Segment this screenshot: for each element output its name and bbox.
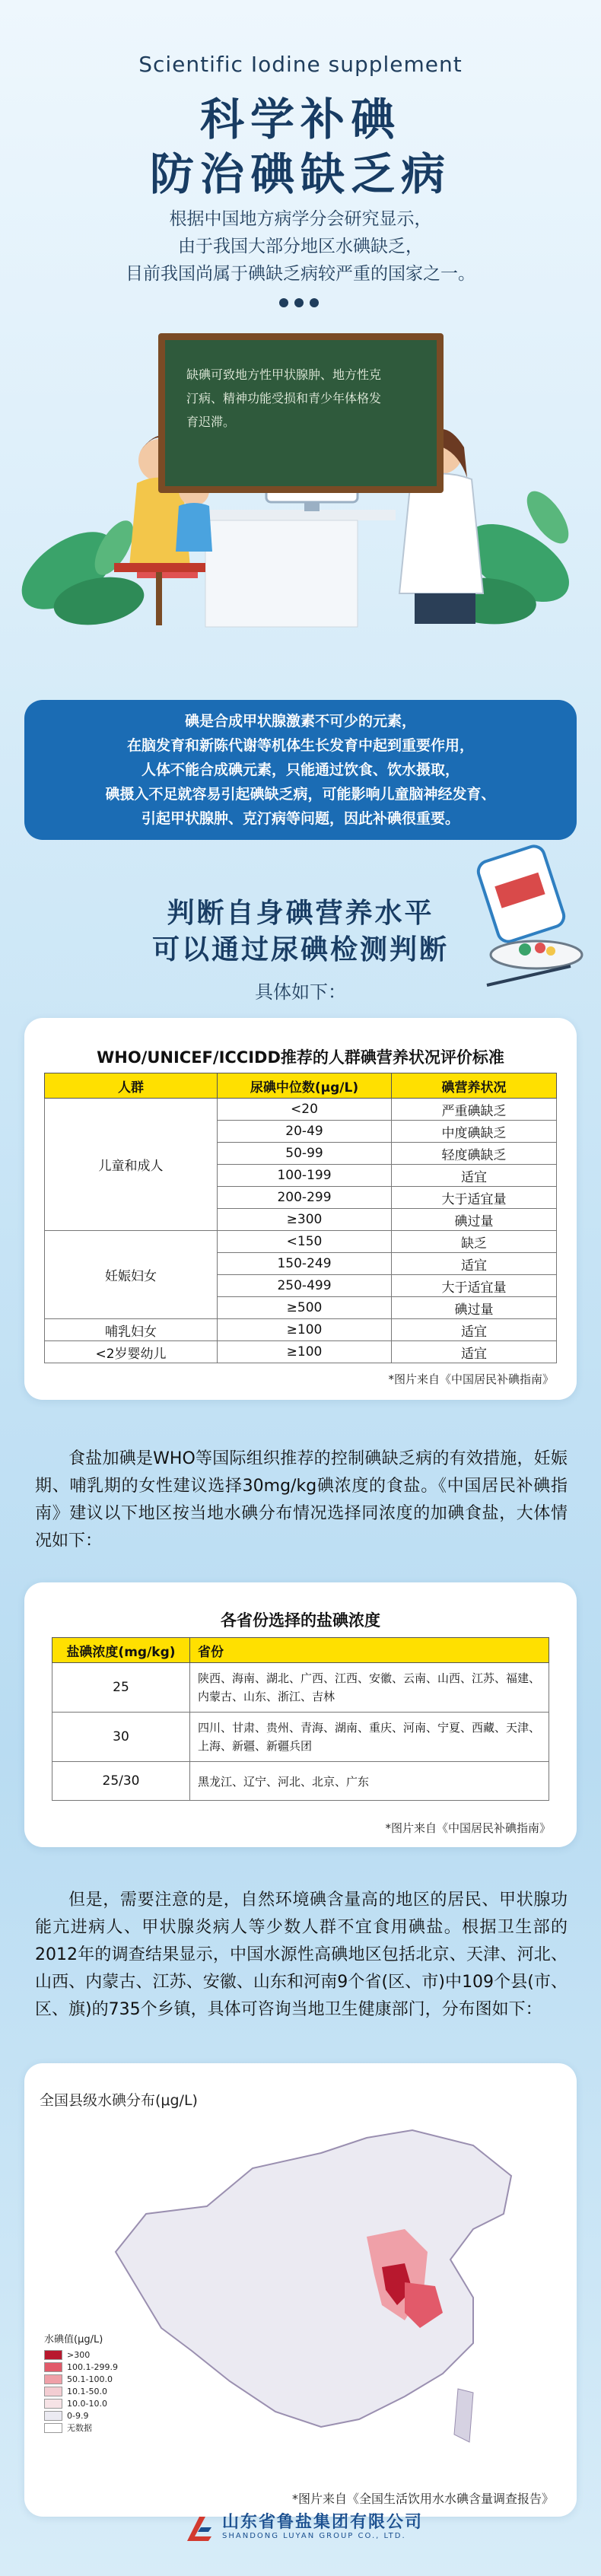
dot-icon — [279, 298, 288, 307]
intro-line-1: 根据中国地方病学分会研究显示， — [169, 209, 432, 229]
legend-item — [44, 2422, 143, 2434]
legend-swatch — [44, 2411, 62, 2421]
table-row — [45, 1099, 557, 1121]
legend-title: 水碘值(μg/L) — [44, 2334, 103, 2345]
table2-header: 盐碘浓度(mg/kg) — [52, 1638, 190, 1663]
legend-item — [44, 2409, 143, 2422]
table-cell: 50-99 — [218, 1143, 392, 1165]
high-iodine-paragraph: 但是，需要注意的是，自然环境碘含量高的地区的居民、甲状腺功能亢进病人、甲状腺炎病人等少数人群不宜食用碘盐。根据卫生部的2012年的调查结果显示，中国水源性高碘地区包括北京、天津、河北、山西、内蒙古、江苏、安徽、山东和河南9个省(区、市)中109个县(市、区、旗)的735个乡镇，具体可咨询当地卫生健康部门，分布图如下： — [35, 1891, 568, 2019]
table-cell: 25 — [52, 1663, 190, 1713]
legend-item — [44, 2397, 143, 2409]
table-cell: ≥100 — [218, 1341, 392, 1363]
company-logo-icon — [183, 2512, 216, 2546]
leaves-left — [15, 514, 148, 631]
salt-paragraph: 食盐加碘是WHO等国际组织推荐的控制碘缺乏病的有效措施，妊娠期、哺乳期的女性建议选择30mg/kg碘浓度的食盐。《中国居民补碘指南》建议以下地区按当地水碘分布情况选择同浓度的加碘食盐，大体情况如下： — [35, 1449, 568, 1550]
map-outline — [116, 2130, 511, 2427]
table-cell: ≥500 — [218, 1297, 392, 1319]
intro-line-2: 由于我国大部分地区水碘缺乏， — [178, 237, 423, 256]
group-cell: 妊娠妇女 — [45, 1231, 218, 1319]
south-sea-inset — [454, 2389, 473, 2442]
table-row — [52, 1713, 549, 1762]
table-cell: <20 — [218, 1099, 392, 1121]
company-name-cn: 山东省鲁盐集团有限公司 — [222, 2513, 424, 2532]
info-line-3: 人体不能合成碘元素，只能通过饮食、饮水摄取， — [141, 762, 459, 778]
chalkboard-line-2: 汀病、精神功能受损和青少年体格发 — [186, 391, 382, 405]
info-line-2: 在脑发育和新陈代谢等机体生长发育中起到重要作用， — [126, 737, 474, 754]
dot-icon — [294, 298, 304, 307]
group-cell: 哺乳妇女 — [45, 1319, 218, 1341]
table-cell: 150-249 — [218, 1253, 392, 1275]
table2-header: 省份 — [190, 1638, 549, 1663]
table-cell: 严重碘缺乏 — [392, 1099, 557, 1121]
table-cell: 大于适宜量 — [392, 1187, 557, 1209]
desk-body — [205, 520, 358, 627]
chair — [114, 563, 205, 572]
table2-source: *图片来自《中国居民补碘指南》 — [385, 1821, 551, 1835]
legend-label: 100.1-299.9 — [67, 2361, 118, 2372]
table1-header: 碘营养状况 — [392, 1073, 557, 1099]
table-cell: 大于适宜量 — [392, 1275, 557, 1297]
chalkboard — [158, 333, 444, 493]
legend-label: 0-9.9 — [67, 2410, 89, 2421]
table2-title: 各省份选择的盐碘浓度 — [221, 1611, 380, 1630]
legend-item — [44, 2373, 143, 2385]
company-logo — [183, 2508, 426, 2553]
map-source: *图片来自《全国生活饮用水水碘含量调查报告》 — [291, 2492, 554, 2506]
table-cell: 100-199 — [218, 1165, 392, 1187]
table-cell: 适宜 — [392, 1319, 557, 1341]
evaluation-table — [44, 1073, 557, 1363]
table-cell: 200-299 — [218, 1187, 392, 1209]
info-line-1: 碘是合成甲状腺激素不可少的元素， — [184, 713, 416, 730]
evaluation-standard-card — [24, 1018, 577, 1400]
table-cell: 30 — [52, 1713, 190, 1762]
table-row — [52, 1663, 549, 1713]
desk-top — [190, 510, 396, 520]
table-cell: 碘过量 — [392, 1297, 557, 1319]
table-cell: 四川、甘肃、贵州、青海、湖南、重庆、河南、宁夏、西藏、天津、上海、新疆、新疆兵团 — [190, 1713, 549, 1762]
legend-label: 10.1-50.0 — [67, 2386, 107, 2396]
table-cell: 适宜 — [392, 1253, 557, 1275]
table-cell: <150 — [218, 1231, 392, 1253]
chalkboard-line-3: 育迟滞。 — [186, 415, 236, 429]
table-cell: ≥100 — [218, 1319, 392, 1341]
table-cell: 适宜 — [392, 1341, 557, 1363]
dot-icon — [310, 298, 319, 307]
page-title-line1: 科学补碘 — [199, 94, 401, 145]
table-row — [45, 1341, 557, 1363]
page-title-line2: 防治碘缺乏病 — [149, 148, 451, 200]
info-line-5: 引起甲状腺肿、克汀病等问题，因此补碘很重要。 — [141, 810, 459, 827]
info-line-4: 碘摄入不足就容易引起碘缺乏病，可能影响儿童脑神经发育、 — [105, 786, 496, 803]
water-iodine-map-card — [24, 2063, 577, 2517]
table1-source: *图片来自《中国居民补碘指南》 — [388, 1372, 554, 1386]
section-intro: 具体如下： — [255, 981, 346, 1003]
subtitle-en: Scientific Iodine supplement — [138, 52, 463, 77]
legend-swatch — [44, 2387, 62, 2396]
chalkboard-line-1: 缺碘可致地方性甲状腺肿、地方性克 — [186, 367, 382, 382]
section-heading-2: 可以通过尿碘检测判断 — [151, 934, 449, 965]
legend-swatch — [44, 2362, 62, 2372]
group-cell: 儿童和成人 — [45, 1099, 218, 1231]
map-legend — [44, 2331, 143, 2434]
table-row — [52, 1762, 549, 1801]
legend-item — [44, 2349, 143, 2361]
table-cell: 20-49 — [218, 1121, 392, 1143]
table1-header: 尿碘中位数(μg/L) — [218, 1073, 392, 1099]
table-cell: 轻度碘缺乏 — [392, 1143, 557, 1165]
section-heading-1: 判断自身碘营养水平 — [167, 898, 434, 929]
legend-item — [44, 2385, 143, 2397]
table-row — [45, 1319, 557, 1341]
salt-iodine-card — [24, 1582, 577, 1847]
table-cell: 25/30 — [52, 1762, 190, 1801]
salt-iodine-table — [52, 1637, 549, 1801]
table-cell: 黑龙江、辽宁、河北、北京、广东 — [190, 1762, 549, 1801]
table-cell: 缺乏 — [392, 1231, 557, 1253]
iodine-info-box — [24, 700, 577, 840]
legend-item — [44, 2361, 143, 2373]
table1-header: 人群 — [45, 1073, 218, 1099]
legend-label: 50.1-100.0 — [67, 2374, 113, 2384]
table-cell: 适宜 — [392, 1165, 557, 1187]
table1-title: WHO/UNICEF/ICCIDD推荐的人群碘营养状况评价标准 — [97, 1048, 504, 1067]
legend-swatch — [44, 2374, 62, 2384]
legend-swatch — [44, 2399, 62, 2409]
table-cell: 陕西、海南、湖北、广西、江西、安徽、云南、山西、江苏、福建、内蒙古、山东、浙江、吉林 — [190, 1663, 549, 1713]
legend-label: 10.0-10.0 — [67, 2398, 107, 2409]
group-cell: <2岁婴幼儿 — [45, 1341, 218, 1363]
table-row — [45, 1231, 557, 1253]
legend-label: >300 — [67, 2349, 91, 2360]
map-title: 全国县级水碘分布(μg/L) — [40, 2092, 198, 2109]
pagination-dots — [278, 298, 323, 309]
legend-swatch — [44, 2350, 62, 2360]
legend-label: 无数据 — [67, 2423, 92, 2433]
intro-line-3: 目前我国尚属于碘缺乏病较严重的国家之一。 — [126, 264, 475, 284]
company-name-en: SHANDONG LUYAN GROUP CO., LTD. — [222, 2532, 406, 2540]
legend-swatch — [44, 2423, 62, 2433]
table-cell: 碘过量 — [392, 1209, 557, 1231]
table-cell: ≥300 — [218, 1209, 392, 1231]
table-cell: 中度碘缺乏 — [392, 1121, 557, 1143]
table-cell: 250-499 — [218, 1275, 392, 1297]
